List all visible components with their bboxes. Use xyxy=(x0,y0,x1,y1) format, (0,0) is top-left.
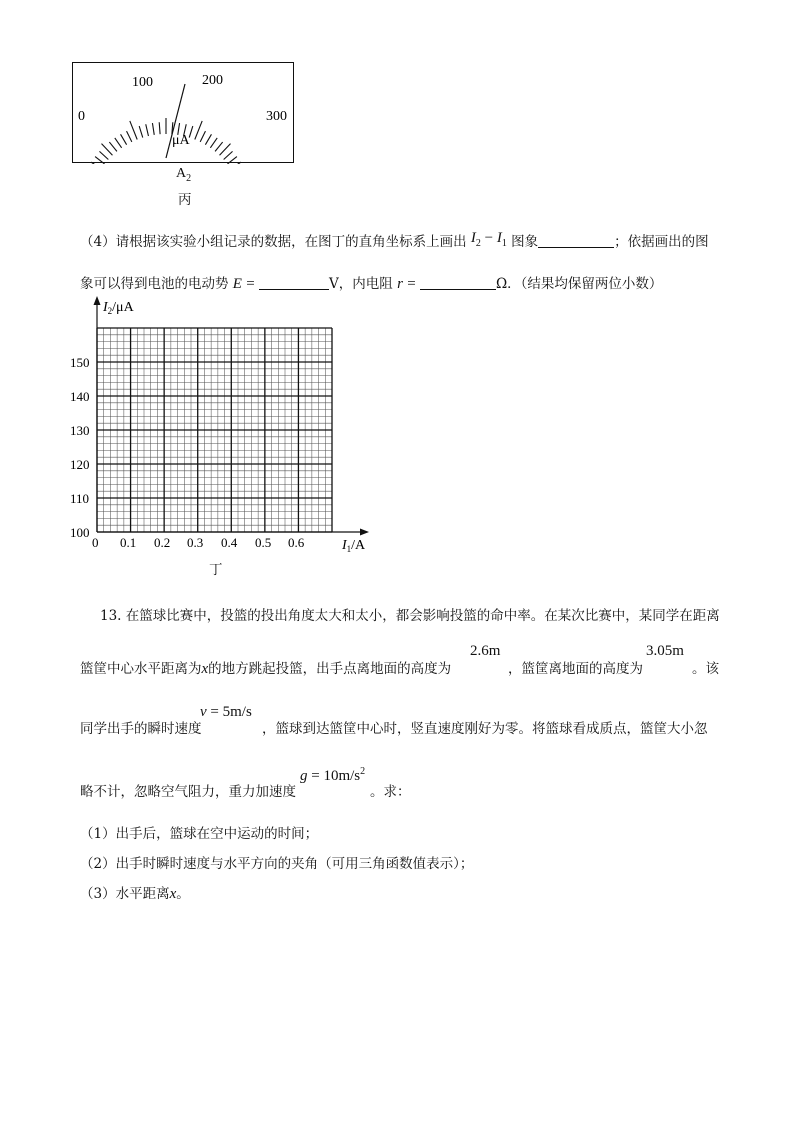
y-tick-130: 130 xyxy=(70,423,90,438)
meter-tick xyxy=(146,124,149,136)
x-tick-0.3: 0.3 xyxy=(187,535,204,550)
gravity-expr: $g = 10m/s^2$ xyxy=(300,766,366,784)
y-tick-140: 140 xyxy=(70,389,90,404)
meter-tick xyxy=(200,131,205,142)
scale-label-0: 0 xyxy=(78,109,85,124)
y-tick-150: 150 xyxy=(70,355,90,370)
meter-unit: μA xyxy=(172,133,190,148)
x-tick-0.5: 0.5 xyxy=(255,535,272,550)
figure-caption-ding: 丁 xyxy=(209,562,223,578)
scale-label-100: 100 xyxy=(132,75,153,90)
meter-tick xyxy=(101,144,112,156)
meter-tick xyxy=(130,121,137,140)
x-tick-0.2: 0.2 xyxy=(154,535,171,550)
x-tick-0.6: 0.6 xyxy=(288,535,305,550)
meter-name: $A_2$ xyxy=(176,166,192,184)
q4-line2: 象可以得到电池的电动势 E = V，内电阻 r = Ω．（结果均保留两位小数） xyxy=(80,276,663,292)
q13-line3-a: 同学出手的瞬时速度 xyxy=(80,721,202,737)
velocity-expr: v = 5m/s xyxy=(200,704,252,720)
meter-tick xyxy=(99,151,108,159)
q4-line1: （4）请根据该实验小组记录的数据，在图丁的直角坐标系上画出 $I_2 - I_1$ 图象 ；依据画出的图 xyxy=(80,230,709,250)
meter-tick xyxy=(210,138,217,148)
x-axis-label: $I_1/A$ xyxy=(342,538,366,554)
x-tick-0: 0 xyxy=(92,535,99,550)
x-axis-arrow xyxy=(360,529,369,536)
y-tick-120: 120 xyxy=(70,457,90,472)
meter-tick xyxy=(109,142,117,151)
graph-svg xyxy=(60,292,380,582)
answer-blank-graph[interactable] xyxy=(538,233,614,248)
q13-sub3: （3）水平距离x。 xyxy=(80,886,190,902)
answer-blank-emf[interactable] xyxy=(259,275,329,290)
y-tick-100: 100 xyxy=(70,525,90,540)
height-release: 2.6m xyxy=(470,643,501,659)
q13-line4-b: 。求： xyxy=(370,784,411,800)
q13-sub1: （1）出手后，篮球在空中运动的时间； xyxy=(80,826,319,842)
q13-line3-b: ，篮球到达篮筐中心时，竖直速度刚好为零。将篮球看成质点，篮筐大小忽 xyxy=(262,721,708,737)
q13-line2-c: ，篮筐离地面的高度为 xyxy=(508,661,643,677)
scale-label-200: 200 xyxy=(202,73,223,88)
meter-tick xyxy=(189,126,193,137)
x-tick-0.4: 0.4 xyxy=(221,535,238,550)
meter-tick xyxy=(205,134,211,144)
q13-line1: 13. 在篮球比赛中，投篮的投出角度太大和太小，都会影响投篮的命中率。在某次比赛中，某同学在距离 xyxy=(100,608,720,624)
answer-blank-resistance[interactable] xyxy=(420,275,496,290)
meter-tick xyxy=(121,134,127,144)
figure-caption-bing: 丙 xyxy=(178,192,192,208)
meter-tick xyxy=(215,142,223,151)
meter-tick xyxy=(159,122,160,134)
height-hoop: 3.05m xyxy=(646,643,684,659)
y-tick-110: 110 xyxy=(70,491,90,506)
y-axis-label: $I_2/\mu A$ xyxy=(103,300,134,316)
q13-line4-a: 略不计，忽略空气阻力，重力加速度 xyxy=(80,784,296,800)
y-axis-arrow xyxy=(94,296,101,305)
meter-tick xyxy=(127,131,132,142)
ammeter-figure xyxy=(72,62,294,164)
meter-tick xyxy=(220,144,231,156)
q13-line2: 篮筐中心水平距离为x的地方跳起投篮，出手点离地面的高度为 xyxy=(80,661,452,677)
meter-tick xyxy=(115,138,122,148)
q13-sub2: （2）出手时瞬时速度与水平方向的夹角（可用三角函数值表示）； xyxy=(80,856,474,872)
meter-tick xyxy=(152,123,154,135)
scale-label-300: 300 xyxy=(266,109,287,124)
meter-tick xyxy=(224,151,233,159)
meter-tick xyxy=(195,121,202,140)
x-tick-0.1: 0.1 xyxy=(120,535,137,550)
graph-figure xyxy=(60,292,380,582)
meter-tick xyxy=(139,126,143,137)
q13-line2-d: 。该 xyxy=(692,661,719,677)
ammeter-svg xyxy=(72,62,294,164)
